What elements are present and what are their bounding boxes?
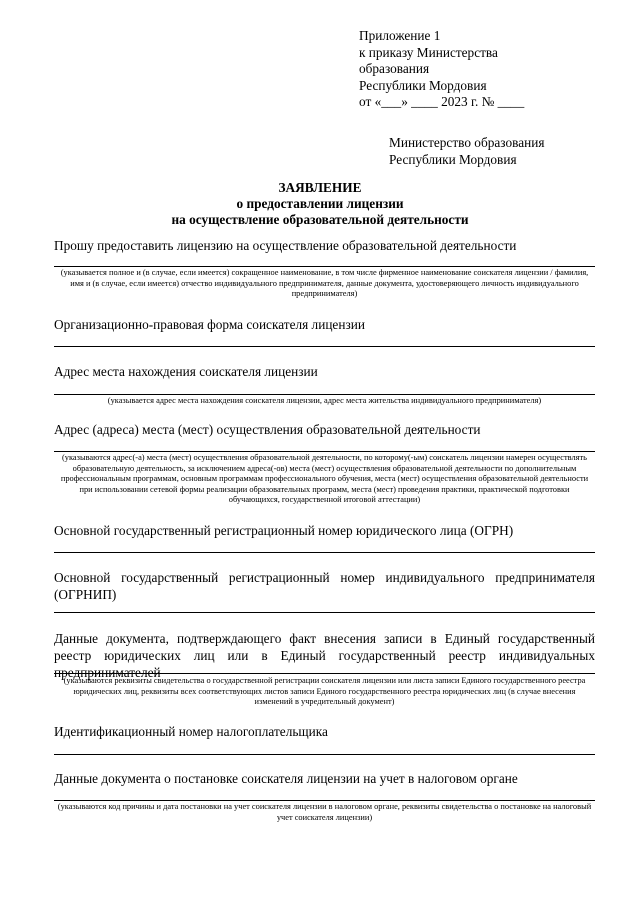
appendix-order-date-line: от «___» ____ 2023 г. № ____ [359,94,525,110]
addressee-line: Республики Мордовия [389,151,517,167]
activity-address-note: (указываются адрес(-а) места (мест) осуществления образовательной деятельности, по которому(-ым) соискатель лицензии намерен осуществлять образовательную деятельность, за исключением адреса(-ов) места (мест) осуществления образовательной деятельности по дополнительным профессиональным программам, основным программам профессионального обучения, места (мест) осуществления образовательной деятельности при использовании сетевой формы реализации образовательных программ, места (мест) проведения практики, практической подготовки обучающихся, государственной итоговой аттестации) [60,453,589,505]
address-label: Адрес места нахождения соискателя лицензии [54,364,318,379]
tax-doc-label: Данные документа о постановке соискателя лицензии на учет в налоговом органе [54,771,518,786]
address-input-line[interactable] [54,394,595,395]
address-note: (указывается адрес места нахождения соискателя лицензии, адрес места жительства индивидуального предпринимателя) [107,396,542,405]
tax-doc-note: (указываются код причины и дата постановки на учет соискателя лицензии в налоговом органе, реквизиты свидетельства о постановке на налоговый учет соискателя лицензии) [57,802,592,822]
activity-address-input-line[interactable] [54,451,595,452]
request-note: (указывается полное и (в случае, если имеется) сокращенное наименование, в том числе фирменное наименование соискателя лицензии / фамилия, имя и (в случае, если имеется) отчество индивидуального предпринимателя, данные документа, удостоверяющего личность индивидуального предпринимателя) [60,268,589,299]
request-label: Прошу предоставить лицензию на осуществление образовательной деятельности [54,238,517,253]
ogrn-label: Основной государственный регистрационный номер юридического лица (ОГРН) [54,523,514,538]
registry-doc-input-line[interactable] [54,673,595,674]
inn-label: Идентификационный номер налогоплательщика [54,724,328,739]
appendix-line: образования [359,61,430,77]
ogrn-input-line[interactable] [54,552,595,553]
appendix-line: к приказу Министерства [359,44,498,60]
document-subtitle: на осуществление образовательной деятельности [171,212,469,227]
activity-address-label: Адрес (адреса) места (мест) осуществления образовательной деятельности [54,422,481,437]
ogrnip-label: Основной государственный регистрационный номер индивидуального предпринимателя (ОГРНИП) [54,570,595,602]
ogrnip-input-line[interactable] [54,612,595,613]
registry-doc-note: (указываются реквизиты свидетельства о государственной регистрации соискателя лицензии или листа записи Единого государственного реестра юридических лиц, реквизиты всех соответствующих листов записи Единого государственного реестра юридических лиц (в случае внесения изменений в учредительный документ) [63,676,586,707]
tax-doc-input-line[interactable] [54,800,595,801]
appendix-line: Приложение 1 [359,28,441,43]
document-subtitle: о предоставлении лицензии [236,196,404,211]
addressee-block [389,135,544,168]
addressee-line: Министерство образования [389,135,545,150]
appendix-line: Республики Мордовия [359,77,487,93]
document-title: ЗАЯВЛЕНИЕ [278,180,362,195]
inn-input-line[interactable] [54,754,595,755]
appendix-block [359,28,524,111]
request-input-line[interactable] [54,266,595,267]
legal-form-input-line[interactable] [54,346,595,347]
registry-doc-label: Данные документа, подтверждающего факт внесения записи в Единый государственный реестр юридических лиц или в Единый государственный реестр индивидуальных предпринимателей [54,631,595,680]
legal-form-label: Организационно-правовая форма соискателя лицензии [54,317,365,332]
